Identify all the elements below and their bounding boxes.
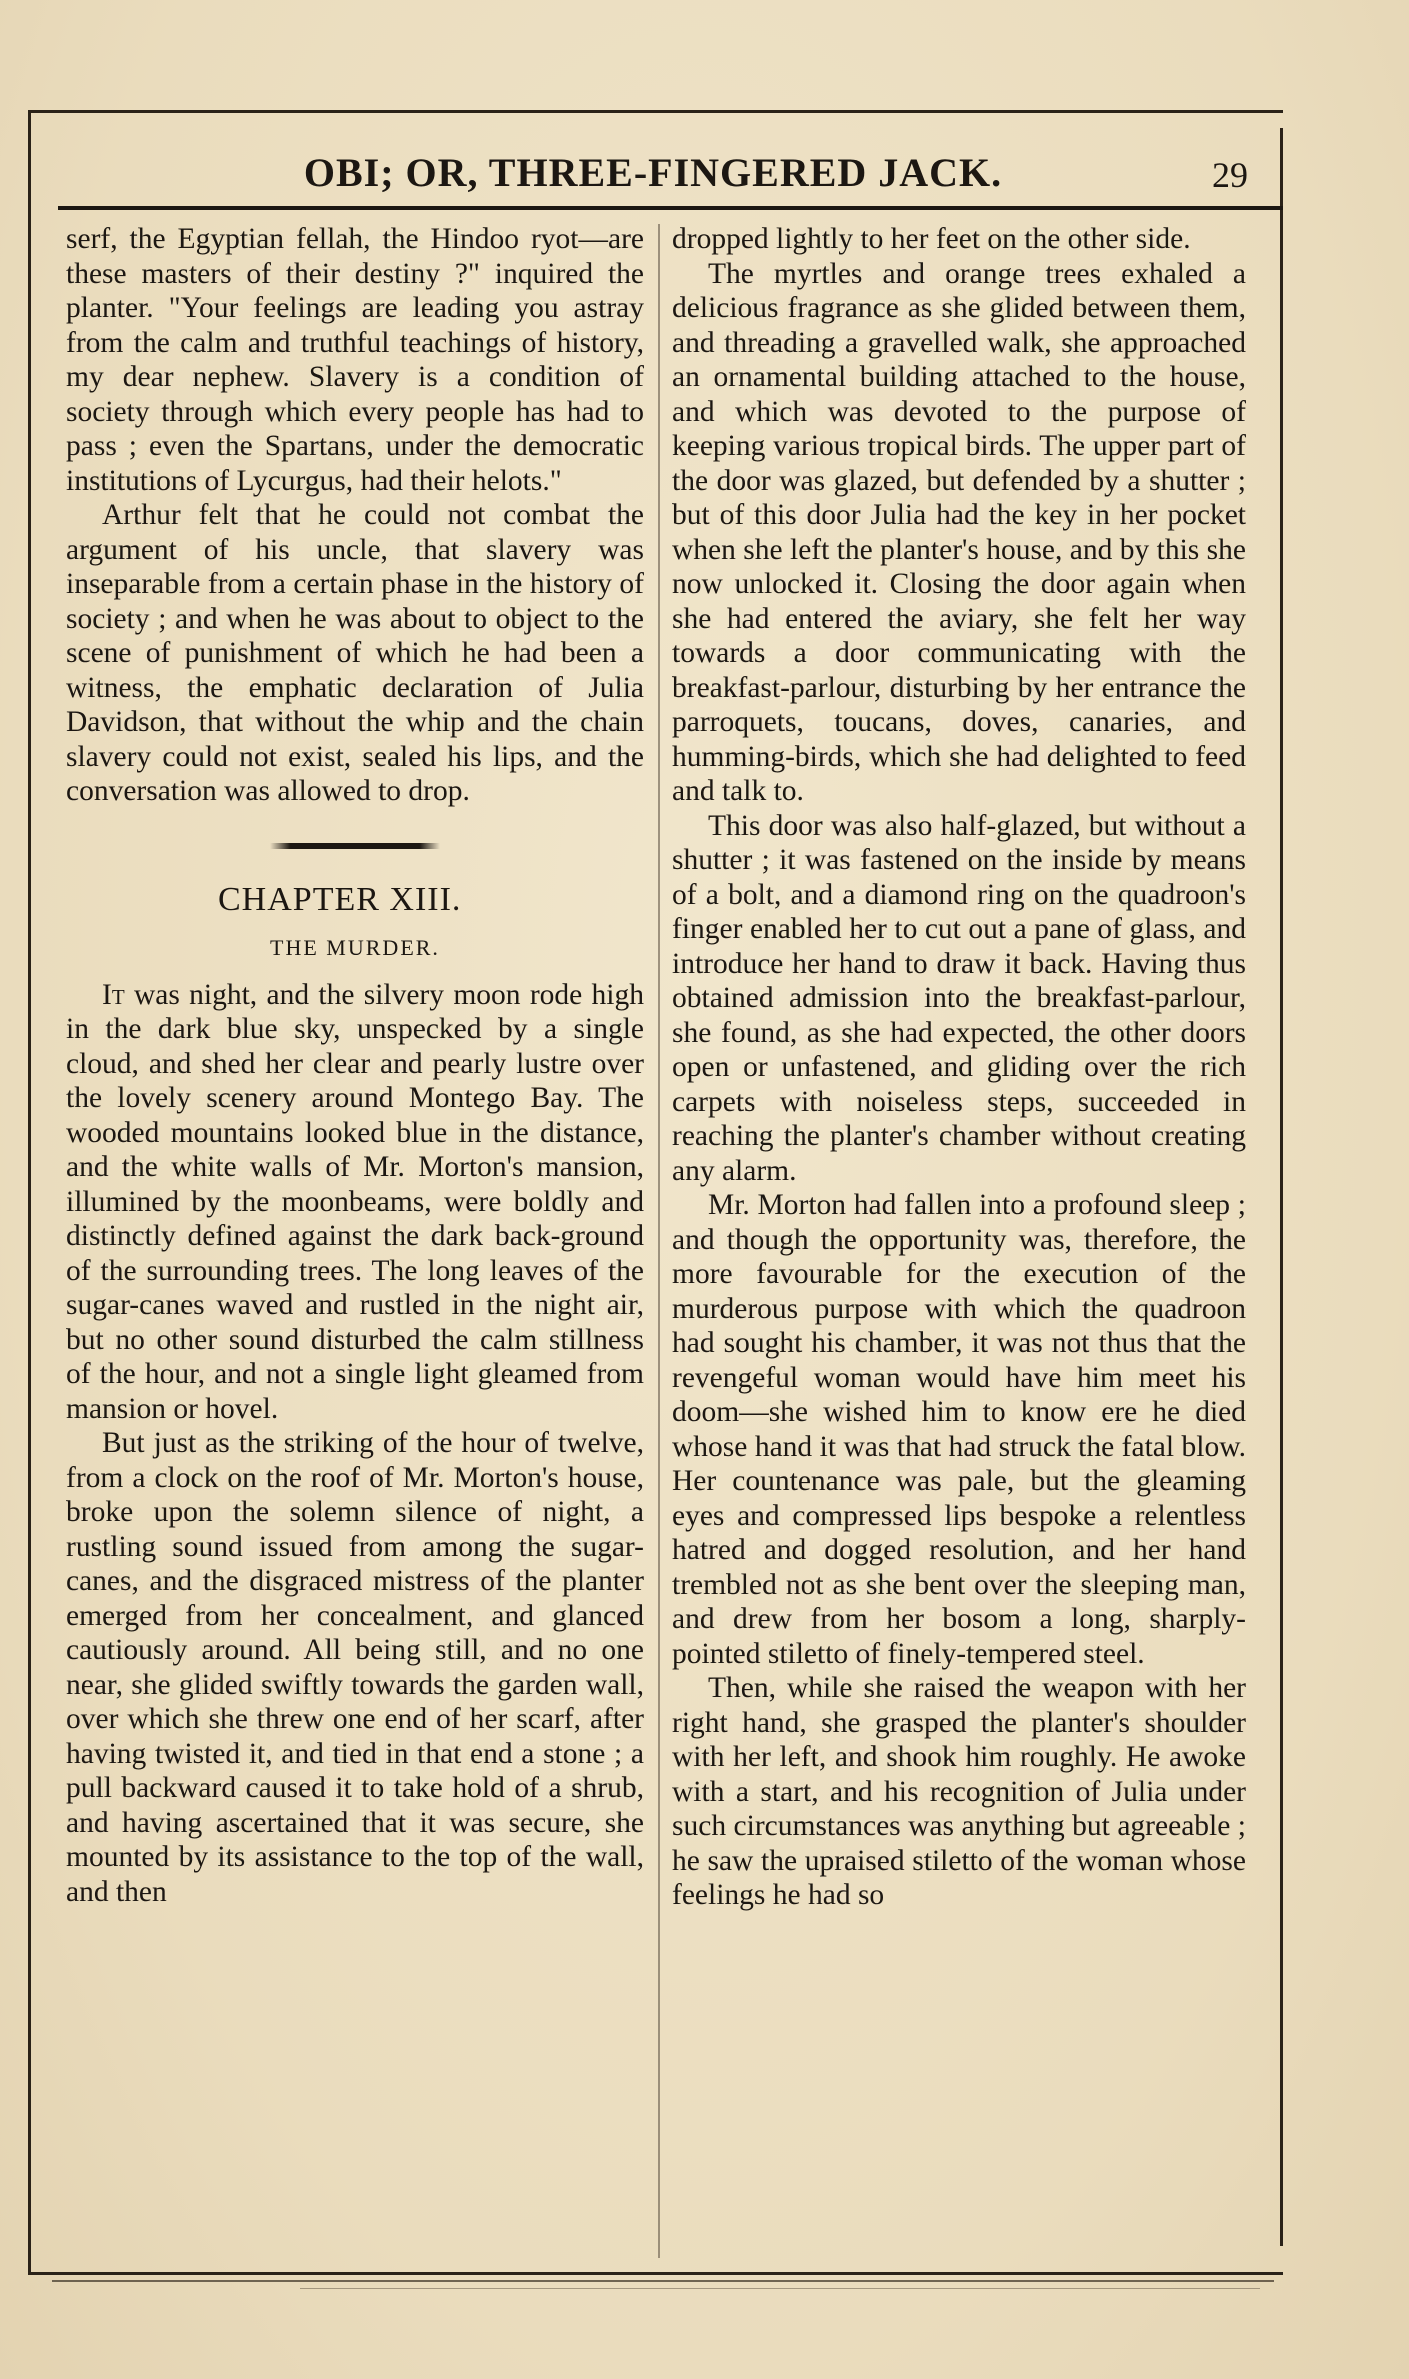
section-divider: [270, 843, 440, 849]
paragraph: But just as the striking of the hour of twelve, from a clock on the roof of Mr. Morton's house, broke upon the solemn silence of night, a rustling sound issued from among the sugar-canes, and the disgraced mistress of the planter emerged from her concealment, and glanced cautiously around. All being still, and no one near, she glided swiftly towards the garden wall, over which she threw one end of her scarf, after having twisted it, and tied in that end a stone ; a pull backward caused it to take hold of a shrub, and having ascertained that it was secure, she mounted by its assistance to the top of the wall, and then: [66, 1427, 644, 1908]
footer-rule: [52, 2280, 1274, 2282]
paragraph: dropped lightly to her feet on the other side.: [672, 223, 1191, 255]
paragraph-text: was night, and the silvery moon rode high in the dark blue sky, unspecked by a single cloud, and shed her clear and pearly lustre over the lovely scenery around Montego Bay. The wooded mountains looked blue in the distance, and the white walls of Mr. Morton's mansion, illumined by the moonbeams, were boldly and distinctly defined against the dark back-ground of the surrounding trees. The long leaves of the sugar-canes waved and rustled in the night air, but no other sound disturbed the calm stillness of the hour, and not a single light gleamed from mansion or hovel.: [66, 978, 644, 1425]
right-column: [672, 222, 1246, 1913]
column-divider: [658, 224, 660, 2258]
left-column: [66, 222, 644, 1909]
header-rule: [58, 206, 1283, 210]
chapter-title: THE MURDER.: [270, 935, 440, 960]
page-border-right: [1280, 128, 1283, 2246]
paragraph: Mr. Morton had fallen into a profound sleep ; and though the opportunity was, therefore, the more favourable for the execution of the murderous purpose with which the quadroon had sought his chamber, it was not thus that the revengeful woman would have him meet his doom—she wished him to know ere he died whose hand it was that had struck the fatal blow. Her countenance was pale, but the gleaming eyes and compressed lips bespoke a relentless hatred and dogged resolution, and her hand trembled not as she bent over the sleeping man, and drew from her bosom a long, sharply-pointed stiletto of finely-tempered steel.: [672, 1189, 1246, 1670]
page-number: 29: [1212, 155, 1248, 195]
running-header: [58, 142, 1248, 202]
page-border-top: [28, 110, 1283, 113]
paragraph: Then, while she raised the weapon with her right hand, she grasped the planter's shoulder with her left, and shook him roughly. He awoke with a start, and his recognition of Julia under such circumstances was anything but agreeable ; he saw the upraised stiletto of the woman whose feelings he had so: [672, 1672, 1246, 1911]
footer-rule-secondary: [300, 2288, 1260, 2289]
running-title: OBI; OR, THREE-FINGERED JACK.: [303, 149, 1003, 195]
page-border-bottom: [28, 2272, 1283, 2275]
paragraph: This door was also half-glazed, but without a shutter ; it was fastened on the inside by means of a bolt, and a diamond ring on the quadroon's finger enabled her to cut out a pane of glass, and introduce her hand to draw it back. Having thus obtained admission into the breakfast-parlour, she found, as she had expected, the other doors open or unfastened, and gliding over the rich carpets with noiseless steps, succeeded in reaching the planter's chamber without creating any alarm.: [672, 809, 1246, 1187]
paragraph: Arthur felt that he could not combat the argument of his uncle, that slavery was inseparable from a certain phase in the history of society ; and when he was about to object to the scene of punishment of which he had been a witness, the emphatic declaration of Julia Davidson, that without the whip and the chain slavery could not exist, sealed his lips, and the conversation was allowed to drop.: [66, 499, 644, 807]
page-border-left: [28, 110, 31, 2272]
chapter-heading: CHAPTER XIII.: [218, 880, 462, 918]
paragraph: [66, 978, 644, 1427]
paragraph: serf, the Egyptian fellah, the Hindoo ryot—are these masters of their destiny ?" inquired the planter. "Your feelings are leading you astray from the calm and truthful teachings of history, my dear nephew. Slavery is a condition of society through which every people has had to pass ; even the Spartans, under the democratic institutions of Lycurgus, had their helots.": [66, 223, 644, 497]
paragraph: The myrtles and orange trees exhaled a delicious fragrance as she glided between them, and threading a gravelled walk, she approached an ornamental building attached to the house, and which was devoted to the purpose of keeping various tropical birds. The upper part of the door was glazed, but defended by a shutter ; but of this door Julia had the key in her pocket when she left the planter's house, and by this she now unlocked it. Closing the door again when she had entered the aviary, she felt her way towards a door communicating with the breakfast-parlour, disturbing by her entrance the parroquets, toucans, doves, canaries, and humming-birds, which she had delighted to feed and talk to.: [672, 257, 1246, 807]
drop-lead-word: It: [102, 978, 125, 1011]
